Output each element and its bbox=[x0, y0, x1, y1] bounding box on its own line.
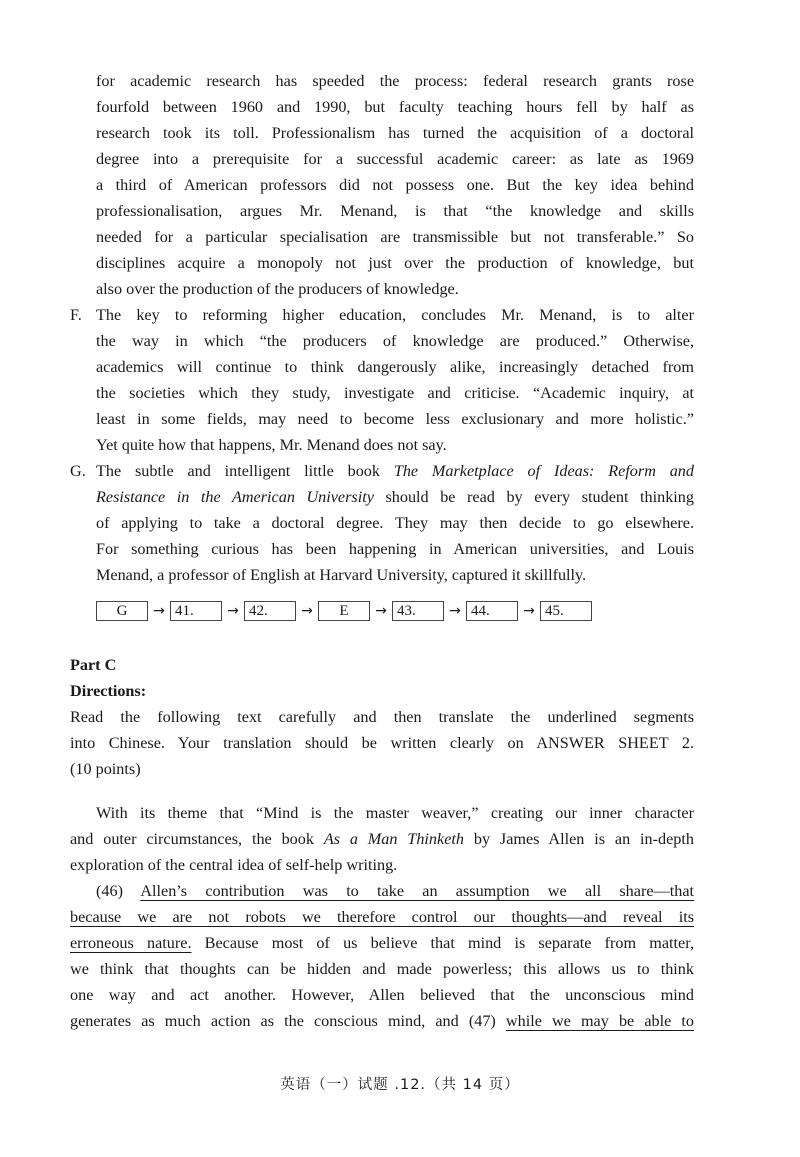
book-title: The Marketplace of Ideas: Reform and bbox=[393, 462, 694, 480]
text-segment: generates as much action as the conscious mind, and (47) bbox=[70, 1012, 506, 1030]
arrow-icon: → bbox=[523, 603, 535, 619]
text-line: professionalisation, argues Mr. Menand, is that “the knowledge and skills bbox=[96, 202, 694, 220]
text-line: also over the production of the producers of knowledge. bbox=[96, 280, 459, 298]
text-line: With its theme that “Mind is the master weaver,” creating our inner character bbox=[96, 804, 694, 822]
text-line bbox=[96, 463, 694, 479]
text-line: exploration of the central idea of self-help writing. bbox=[70, 856, 398, 874]
answer-box-42[interactable]: 42. bbox=[244, 601, 296, 621]
text-line: one way and act another. However, Allen believed that the unconscious mind bbox=[70, 986, 694, 1004]
text-line: needed for a particular specialisation are transmissible but not transferable.” So bbox=[96, 228, 694, 246]
book-title: As a Man Thinketh bbox=[323, 830, 464, 848]
answer-box-41[interactable]: 41. bbox=[170, 601, 222, 621]
directions-text: (10 points) bbox=[70, 760, 141, 778]
text-line bbox=[96, 489, 694, 505]
directions-text: Read the following text carefully and then translate the underlined segments bbox=[70, 708, 694, 726]
text-line: of applying to take a doctoral degree. They may then decide to go elsewhere. bbox=[96, 514, 694, 532]
text-line: disciplines acquire a monopoly not just over the production of knowledge, but bbox=[96, 254, 694, 272]
directions-label: Directions: bbox=[70, 682, 147, 700]
text-line: a third of American professors did not possess one. But the key idea behind bbox=[96, 176, 694, 194]
text-line: For something curious has been happening in American universities, and Louis bbox=[96, 540, 694, 558]
text-line: the societies which they study, investigate and criticise. “Academic inquiry, at bbox=[96, 384, 694, 402]
text-line: for academic research has speeded the process: federal research grants rose bbox=[96, 72, 694, 90]
text-line: degree into a prerequisite for a successful academic career: as late as 1969 bbox=[96, 150, 694, 168]
text-line: Yet quite how that happens, Mr. Menand does not say. bbox=[96, 436, 447, 454]
book-title: Resistance in the American University bbox=[96, 488, 374, 506]
question-number-46: (46) bbox=[96, 882, 141, 900]
text-line: research took its toll. Professionalism has turned the acquisition of a doctoral bbox=[96, 124, 694, 142]
text-line bbox=[70, 831, 694, 847]
answer-box-43[interactable]: 43. bbox=[392, 601, 444, 621]
text-line: Menand, a professor of English at Harvard University, captured it skillfully. bbox=[96, 566, 587, 584]
arrow-icon: → bbox=[375, 603, 387, 619]
arrow-icon: → bbox=[227, 603, 239, 619]
text-line: The key to reforming higher education, concludes Mr. Menand, is to alter bbox=[96, 306, 694, 324]
text-segment: should be read by every student thinking bbox=[373, 488, 694, 506]
arrow-icon: → bbox=[449, 603, 461, 619]
page-footer: 英语（一）试题 .12.（共 14 页） bbox=[280, 1077, 520, 1093]
underlined-segment-47: while we may be able to bbox=[505, 1012, 694, 1030]
answer-box-44[interactable]: 44. bbox=[466, 601, 518, 621]
directions-text: into Chinese. Your translation should be written clearly on ANSWER SHEET 2. bbox=[70, 734, 694, 752]
underlined-segment-46: erroneous nature. bbox=[70, 934, 192, 952]
text-segment: The subtle and intelligent little book bbox=[96, 462, 394, 480]
underlined-segment-46: Allen’s contribution was to take an assumption we all share—that bbox=[140, 882, 694, 900]
sequence-box-g: G bbox=[96, 601, 148, 621]
arrow-icon: → bbox=[153, 603, 165, 619]
text-line: least in some fields, may need to become less exclusionary and more holistic.” bbox=[96, 410, 694, 428]
text-segment: by James Allen is an in-depth bbox=[464, 830, 694, 848]
text-line: fourfold between 1960 and 1990, but faculty teaching hours fell by half as bbox=[96, 98, 694, 116]
answer-sequence bbox=[96, 600, 592, 622]
text-line: academics will continue to think dangerously alike, increasingly detached from bbox=[96, 358, 694, 376]
text-line bbox=[70, 1013, 694, 1029]
text-line: the way in which “the producers of knowledge are produced.” Otherwise, bbox=[96, 332, 694, 350]
section-heading: Part C bbox=[70, 656, 117, 674]
text-segment: Because most of us believe that mind is separate from matter, bbox=[191, 934, 694, 952]
text-line: we think that thoughts can be hidden and made powerless; this allows us to think bbox=[70, 960, 694, 978]
paragraph-label: F. bbox=[70, 306, 82, 324]
text-line bbox=[70, 909, 694, 925]
text-line bbox=[70, 935, 694, 951]
arrow-icon: → bbox=[301, 603, 313, 619]
answer-box-45[interactable]: 45. bbox=[540, 601, 592, 621]
paragraph-label: G. bbox=[70, 462, 86, 480]
underlined-segment-46: because we are not robots we therefore control our thoughts—and reveal its bbox=[70, 908, 694, 926]
text-line bbox=[96, 883, 694, 899]
sequence-box-e: E bbox=[318, 601, 370, 621]
text-segment: and outer circumstances, the book bbox=[70, 830, 324, 848]
